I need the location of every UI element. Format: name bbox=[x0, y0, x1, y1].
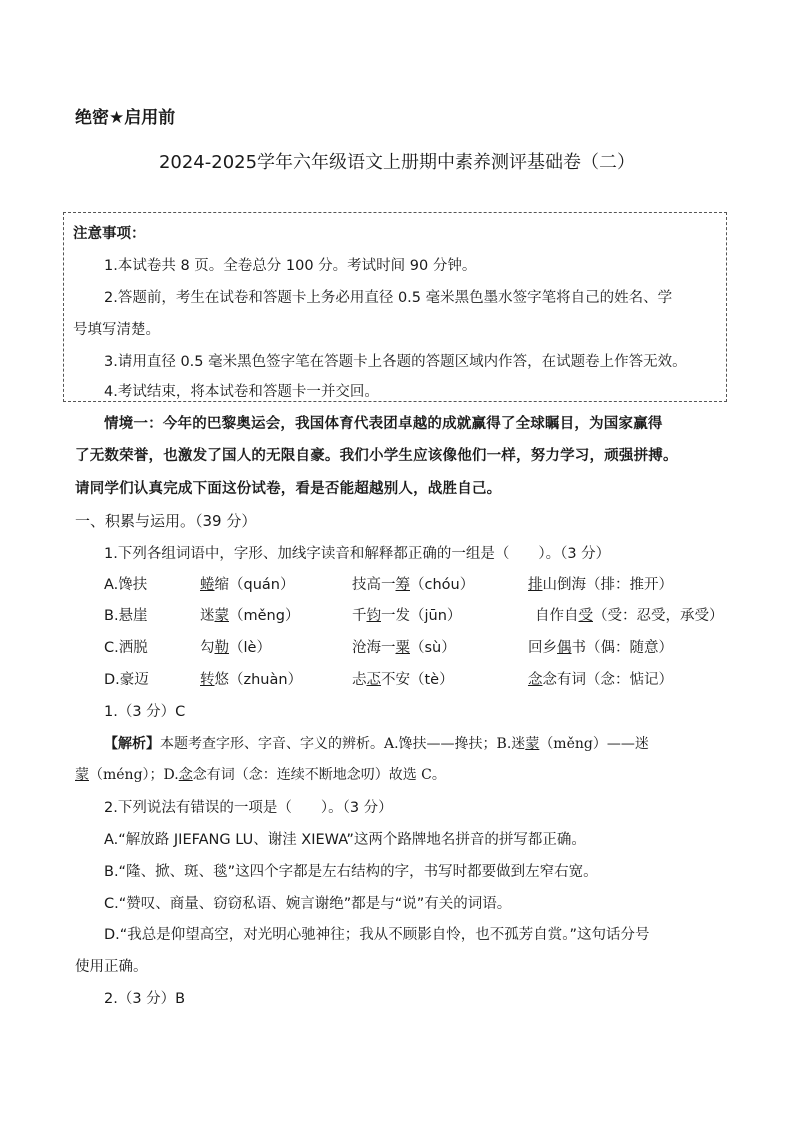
q1-c-word: C.洒脱 bbox=[104, 640, 148, 656]
notice-box bbox=[63, 212, 727, 402]
q1-d-c: 忐忑不安（tè） bbox=[352, 672, 454, 688]
q1-analysis-line-2: 蒙（méng）；D.念念有词（念：连续不断地念叨）故选 C。 bbox=[75, 767, 446, 783]
q1-b-word: B.悬崖 bbox=[104, 608, 148, 624]
q1-d-word: D.豪迈 bbox=[104, 672, 149, 688]
q1-b-b: 迷蒙（měng） bbox=[200, 608, 300, 624]
notice-item-1: 1.本试卷共 8 页。全卷总分 100 分。考试时间 90 分钟。 bbox=[104, 258, 477, 274]
q1-b-d: 自作自受（受：忍受，承受） bbox=[535, 608, 724, 624]
q2-answer: 2.（3 分）B bbox=[104, 991, 186, 1007]
page-title: 2024-2025学年六年级语文上册期中素养测评基础卷（二） bbox=[158, 152, 636, 173]
notice-heading: 注意事项： bbox=[73, 226, 146, 242]
notice-item-4: 4.考试结束，将本试卷和答题卡一并交回。 bbox=[104, 384, 379, 400]
notice-item-3: 3.请用直径 0.5 毫米黑色签字笔在答题卡上各题的答题区域内作答，在试题卷上作答无效。 bbox=[104, 354, 687, 370]
q2-option-b: B.“隆、掀、斑、毯”这四个字都是左右结构的字，书写时都要做到左窄右宽。 bbox=[104, 864, 598, 880]
notice-item-2: 2.答题前，考生在试卷和答题卡上务必用直径 0.5 毫米黑色墨水签字笔将自己的姓名、学 bbox=[104, 290, 673, 306]
q1-stem: 1.下列各组词语中，字形、加线字读音和解释都正确的一组是（ ）。（3 分） bbox=[104, 546, 611, 562]
q1-c-c: 沧海一粟（sù） bbox=[352, 640, 456, 656]
q1-c-d: 回乡偶书（偶：随意） bbox=[528, 640, 673, 656]
q2-stem: 2.下列说法有错误的一项是（ ）。（3 分） bbox=[104, 800, 393, 816]
q1-a-c: 技高一筹（chóu） bbox=[352, 577, 475, 593]
q2-option-a: A.“解放路 JIEFANG LU、谢洼 XIEWA”这两个路牌地名拼音的拼写都正确。 bbox=[104, 832, 586, 848]
q2-option-c: C.“赞叹、商量、窃窃私语、婉言谢绝”都是与“说”有关的词语。 bbox=[104, 896, 512, 912]
q1-analysis-line-1: 【解析】本题考查字形、字音、字义的辨析。A.馋扶——搀扶；B.迷蒙（měng）——迷 bbox=[104, 736, 649, 752]
scenario-line-1: 情境一：今年的巴黎奥运会，我国体育代表团卓越的成就赢得了全球瞩目，为国家赢得 bbox=[104, 415, 663, 432]
q1-d-d: 念念有词（念：惦记） bbox=[528, 672, 673, 688]
q1-a-d: 排山倒海（排：推开） bbox=[528, 577, 673, 593]
q1-b-c: 千钧一发（jūn） bbox=[352, 608, 462, 624]
scenario-line-3: 请同学们认真完成下面这份试卷，看是否能超越别人，战胜自己。 bbox=[75, 480, 502, 497]
q1-a-word: A.馋扶 bbox=[104, 577, 148, 593]
section-title: 一、积累与运用。（39 分） bbox=[75, 512, 257, 530]
q1-answer: 1.（3 分）C bbox=[104, 704, 186, 720]
q1-a-b: 蜷缩（quán） bbox=[200, 577, 295, 593]
q1-c-b: 勾勒（lè） bbox=[200, 640, 271, 656]
secret-label: 绝密★启用前 bbox=[75, 108, 176, 128]
notice-item-2-cont: 号填写清楚。 bbox=[73, 322, 160, 338]
q2-option-d-cont: 使用正确。 bbox=[75, 959, 148, 975]
q1-d-b: 转悠（zhuàn） bbox=[200, 672, 303, 688]
scenario-line-2: 了无数荣誉，也激发了国人的无限自豪。我们小学生应该像他们一样，努力学习，顽强拼搏。 bbox=[75, 447, 678, 464]
q2-option-d: D.“我总是仰望高空，对光明心驰神往；我从不顾影自怜，也不孤芳自赏。”这句话分号 bbox=[104, 927, 650, 943]
